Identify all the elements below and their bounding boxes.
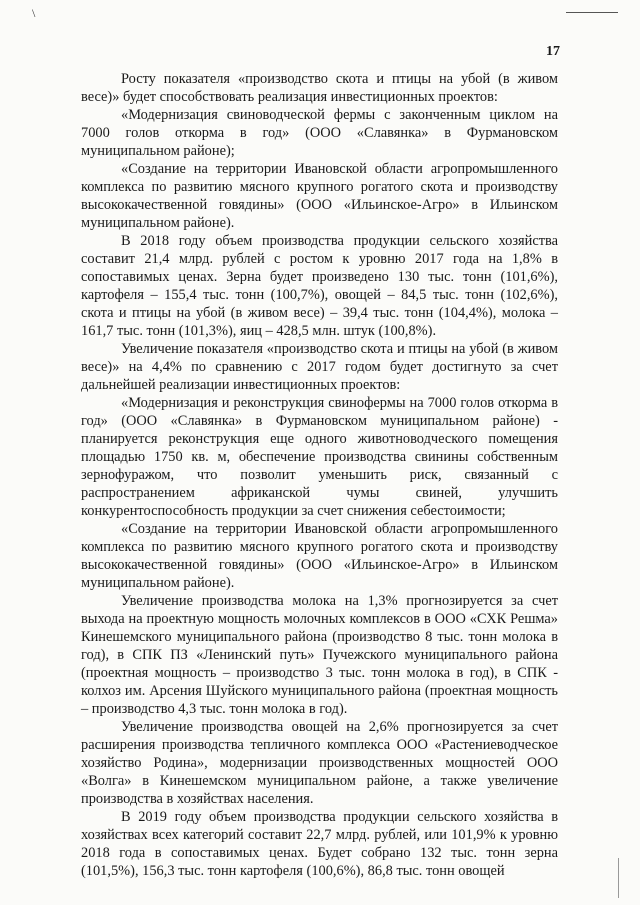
paragraph: Увеличение показателя «производство скота и птицы на убой (в живом весе)» на 4,4% по сравнению с 2017 годом будет достигнуто за счет дальнейшей реализации инвестиционных проектов: [81, 341, 558, 393]
scan-edge-line [618, 858, 619, 898]
paragraph: Увеличение производства молока на 1,3% прогнозируется за счет выхода на проектную мощность молочных комплексов в ООО «СХК Решма» Кинешемского муниципального района (производство 8 тыс. тонн молока в год), в СПК ПЗ «Ленинский путь» Пучежского муниципального района (проектная мощность – производство 3 тыс. тонн молока в год), в СПК - колхоз им. Арсения Шуйского муниципального района (проектная мощность – производство 4,3 тыс. тонн молока в год). [81, 593, 558, 717]
paragraph: «Модернизация свиноводческой фермы с законченным циклом на 7000 голов откорма в год» (ООО «Славянка» в Фурмановском муниципальном районе); [81, 107, 558, 159]
paragraph: «Модернизация и реконструкция свинофермы на 7000 голов откорма в год» (ООО «Славянка» в Фурмановском муниципальном районе) - планируется реконструкция еще одного животноводческого помещения площадью 1750 кв. м, обеспечение производства свинины собственным зернофуражом, что позволит уменьшить риск, связанный с распространением африканской чумы свиней, улучшить конкурентоспособность продукции за счет снижения себестоимости; [81, 395, 558, 519]
paragraph: «Создание на территории Ивановской области агропромышленного комплекса по развитию мясного крупного рогатого скота и производству высококачественной говядины» (ООО «Ильинское-Агро» в Ильинском муниципальном районе). [81, 161, 558, 231]
paragraph: Увеличение производства овощей на 2,6% прогнозируется за счет расширения производства тепличного комплекса ООО «Растениеводческое хозяйство Родина», модернизации производственных мощностей ООО «Волга» в Кинешемском муниципальном районе, а также увеличение производства в хозяйствах населения. [81, 719, 558, 807]
paragraph: Росту показателя «производство скота и птицы на убой (в живом весе)» будет способствовать реализация инвестиционных проектов: [81, 71, 558, 105]
scan-line-top [566, 12, 618, 13]
paragraph: В 2018 году объем производства продукции сельского хозяйства составит 21,4 млрд. рублей с ростом к уровню 2017 года на 1,8% в сопоставимых ценах. Зерна будет произведено 130 тыс. тонн (101,6%), картофеля – 155,4 тыс. тонн (100,7%), овощей – 84,5 тыс. тонн (102,6%), скота и птицы на убой (в живом весе) – 39,4 тыс. тонн (104,4%), молока – 161,7 тыс. тонн (101,3%), яиц – 428,5 млн. штук (100,8%). [81, 233, 558, 339]
page-number: 17 [546, 44, 560, 59]
paragraph: «Создание на территории Ивановской области агропромышленного комплекса по развитию мясного крупного рогатого скота и производству высококачественной говядины» (ООО «Ильинское-Агро» в Ильинском муниципальном районе). [81, 521, 558, 591]
scan-mark: \ [32, 6, 36, 20]
document-body [81, 70, 558, 880]
paragraph: В 2019 году объем производства продукции сельского хозяйства в хозяйствах всех категорий составит 22,7 млрд. рублей, или 101,9% к уровню 2018 года в сопоставимых ценах. Будет собрано 132 тыс. тонн зерна (101,5%), 156,3 тыс. тонн картофеля (100,6%), 86,8 тыс. тонн овощей [81, 809, 558, 879]
